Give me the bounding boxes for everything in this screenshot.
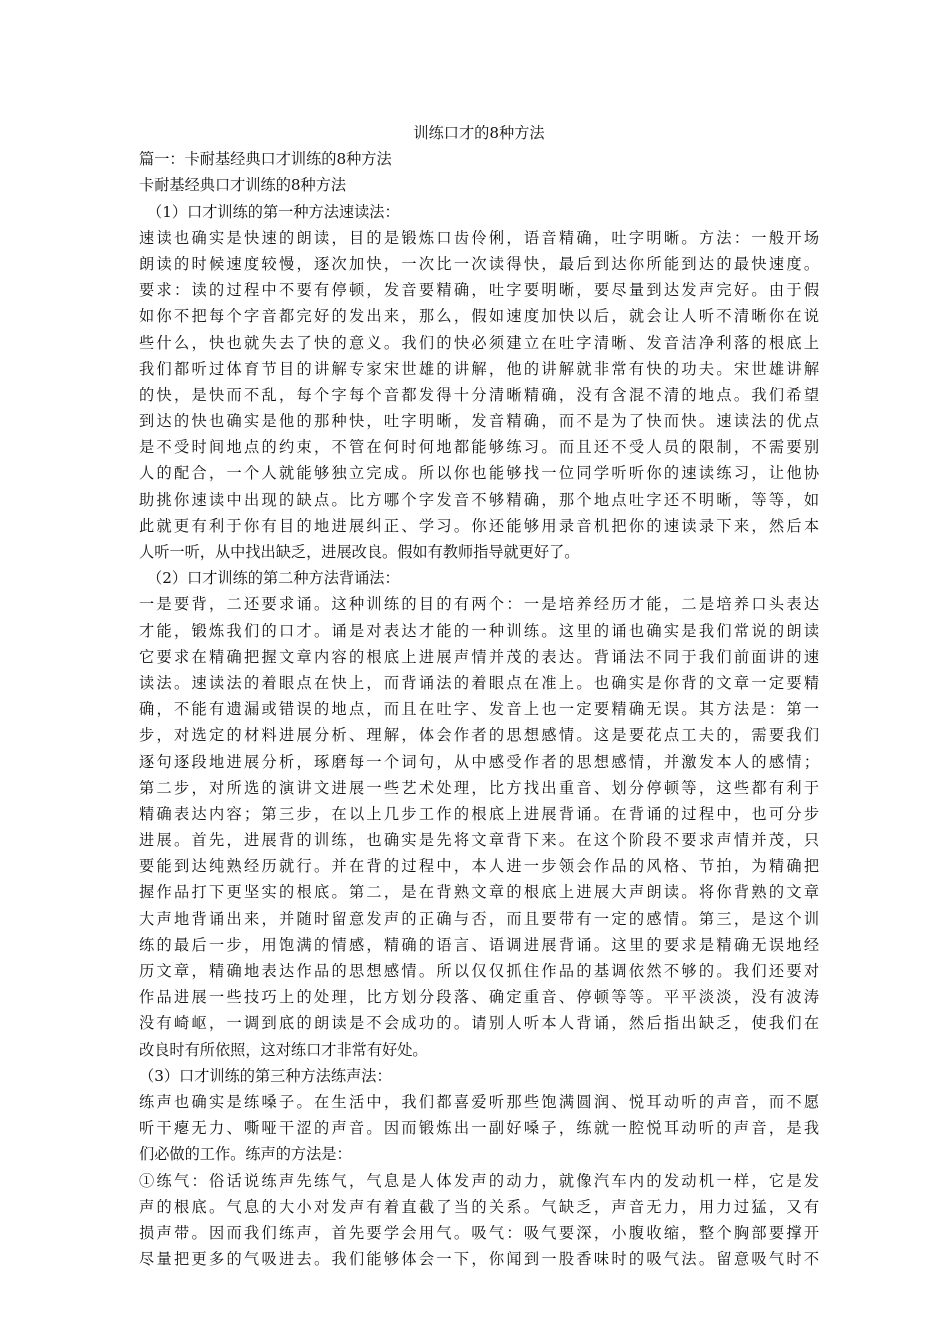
text-line: 历文章，精确地表达作品的思想感情。所以仅仅抓住作品的基调依然不够的。我们还要对 xyxy=(139,962,819,980)
text-line: 速读也确实是快速的朗读，目的是锻炼口齿伶俐，语音精确，吐字明晰。方法：一般开场 xyxy=(139,228,819,247)
text-line: 练声也确实是练嗓子。在生活中，我们都喜爱听那些饱满圆润、悦耳动听的声音，而不愿 xyxy=(139,1092,819,1111)
text-line: 逐句逐段地进展分析，琢磨每一个词句，从中感受作者的思想感情，并激发本人的感情； xyxy=(139,752,819,771)
text-line: 些什么，快也就失去了快的意义。我们的快必须建立在吐字清晰、发音洁净利落的根底上 xyxy=(139,333,819,352)
section-heading: （2）口才训练的第二种方法背诵法： xyxy=(147,569,400,588)
text-line: ①练气：俗话说练声先练气，气息是人体发声的动力，就像汽车内的发动机一样，它是发 xyxy=(139,1171,819,1190)
document-title: 训练口才的8种方法 xyxy=(413,124,545,142)
text-line: 尽量把更多的气吸进去。我们能够体会一下，你闻到一股香味时的吸气法。留意吸气时不 xyxy=(139,1250,819,1269)
text-line: 声的根底。气息的大小对发声有着直截了当的关系。气缺乏，声音无力，用力过猛，又有 xyxy=(139,1197,819,1216)
text-line: （3）口才训练的第三种方法练声法： xyxy=(139,1066,392,1085)
text-line: 大声地背诵出来，并随时留意发声的正确与否，而且要带有一定的感情。第三，是这个训 xyxy=(139,909,819,928)
text-line: 朗读的时候速度较慢，逐次加快，一次比一次读得快，最后到达你所能到达的最快速度。 xyxy=(139,254,819,273)
text-line: 作品进展一些技巧上的处理，比方划分段落、确定重音、停顿等等。平平淡淡，没有波涛 xyxy=(139,988,819,1007)
text-line: 到达的快也确实是他的那种快，吐字明晰，发音精确，而不是为了快而快。速读法的优点 xyxy=(139,412,819,431)
text-line: 读法。速读法的着眼点在快上，而背诵法的着眼点在准上。也确实是你背的文章一定要精 xyxy=(139,673,819,692)
text-line: 卡耐基经典口才训练的8种方法 xyxy=(139,176,347,195)
text-line: 是不受时间地点的约束，不管在何时何地都能够练习。而且还不受人员的限制，不需要别 xyxy=(139,438,819,457)
text-line: 篇一：卡耐基经典口才训练的8种方法 xyxy=(139,150,392,169)
text-line: 才能，锻炼我们的口才。诵是对表达才能的一种训练。这里的诵也确实是我们常说的朗读 xyxy=(139,621,819,640)
text-line: 确，不能有遗漏或错误的地点，而且在吐字、发音上也一定要精确无误。其方法是：第一 xyxy=(139,700,819,719)
section-heading: （1）口才训练的第一种方法速读法： xyxy=(147,202,400,221)
text-line: 没有崎岖，一调到底的朗读是不会成功的。请别人听本人背诵，然后指出缺乏，使我们在 xyxy=(139,1014,819,1033)
text-line: 助挑你速读中出现的缺点。比方哪个字发音不够精确，那个地点吐字还不明晰，等等，如 xyxy=(139,490,819,509)
text-line: 人听一听，从中找出缺乏，进展改良。假如有教师指导就更好了。 xyxy=(139,543,580,561)
text-line: 它要求在精确把握文章内容的根底上进展声情并茂的表达。背诵法不同于我们前面讲的速 xyxy=(139,647,819,666)
text-line: 人的配合，一个人就能够独立完成。所以你也能够找一位同学听听你的速读练习，让他协 xyxy=(139,464,819,483)
text-line: 如你不把每个字音都完好的发出来，那么，假如速度加快以后，就会让人听不清晰你在说 xyxy=(139,307,819,326)
text-line: 一是要背，二还要求诵。这种训练的目的有两个：一是培养经历才能，二是培养口头表达 xyxy=(139,595,819,614)
text-line: 进展。首先，进展背的训练，也确实是先将文章背下来。在这个阶段不要求声情并茂，只 xyxy=(139,831,819,850)
text-line: 要求：读的过程中不要有停顿，发音要精确，吐字要明晰，要尽量到达发声完好。由于假 xyxy=(139,281,819,300)
text-line: 改良时有所依照，这对练口才非常有好处。 xyxy=(139,1040,428,1059)
text-line: 精确表达内容；第三步，在以上几步工作的根底上进展背诵。在背诵的过程中，也可分步 xyxy=(139,804,819,823)
text-line: 要能到达纯熟经历就行。并在背的过程中，本人进一步领会作品的风格、节拍，为精确把 xyxy=(139,857,819,876)
text-line: 练的最后一步，用饱满的情感，精确的语言、语调进展背诵。这里的要求是精确无误地经 xyxy=(139,935,819,954)
text-line: 的快，是快而不乱，每个字每个音都发得十分清晰精确，没有含混不清的地点。我们希望 xyxy=(139,385,819,404)
text-line: 此就更有利于你有目的地进展纠正、学习。你还能够用录音机把你的速读录下来，然后本 xyxy=(139,516,819,535)
document-body xyxy=(139,120,819,1272)
text-line: 握作品打下更坚实的根底。第二，是在背熟文章的根底上进展大声朗读。将你背熟的文章 xyxy=(139,883,819,902)
text-line: 步，对选定的材料进展分析、理解，体会作者的思想感情。这是要花点工夫的，需要我们 xyxy=(139,726,819,745)
text-line: 损声带。因而我们练声，首先要学会用气。吸气：吸气要深，小腹收缩，整个胸部要撑开 xyxy=(139,1223,819,1242)
text-line: 我们都听过体育节目的讲解专家宋世雄的讲解，他的讲解就非常有快的功夫。宋世雄讲解 xyxy=(139,359,819,378)
text-line: 们必做的工作。练声的方法是： xyxy=(139,1145,352,1164)
text-line: 听干瘪无力、嘶哑干涩的声音。因而锻炼出一副好嗓子，练就一腔悦耳动听的声音，是我 xyxy=(139,1119,819,1138)
text-line: 第二步，对所选的演讲文进展一些艺术处理，比方找出重音、划分停顿等，这些都有利于 xyxy=(139,778,819,797)
